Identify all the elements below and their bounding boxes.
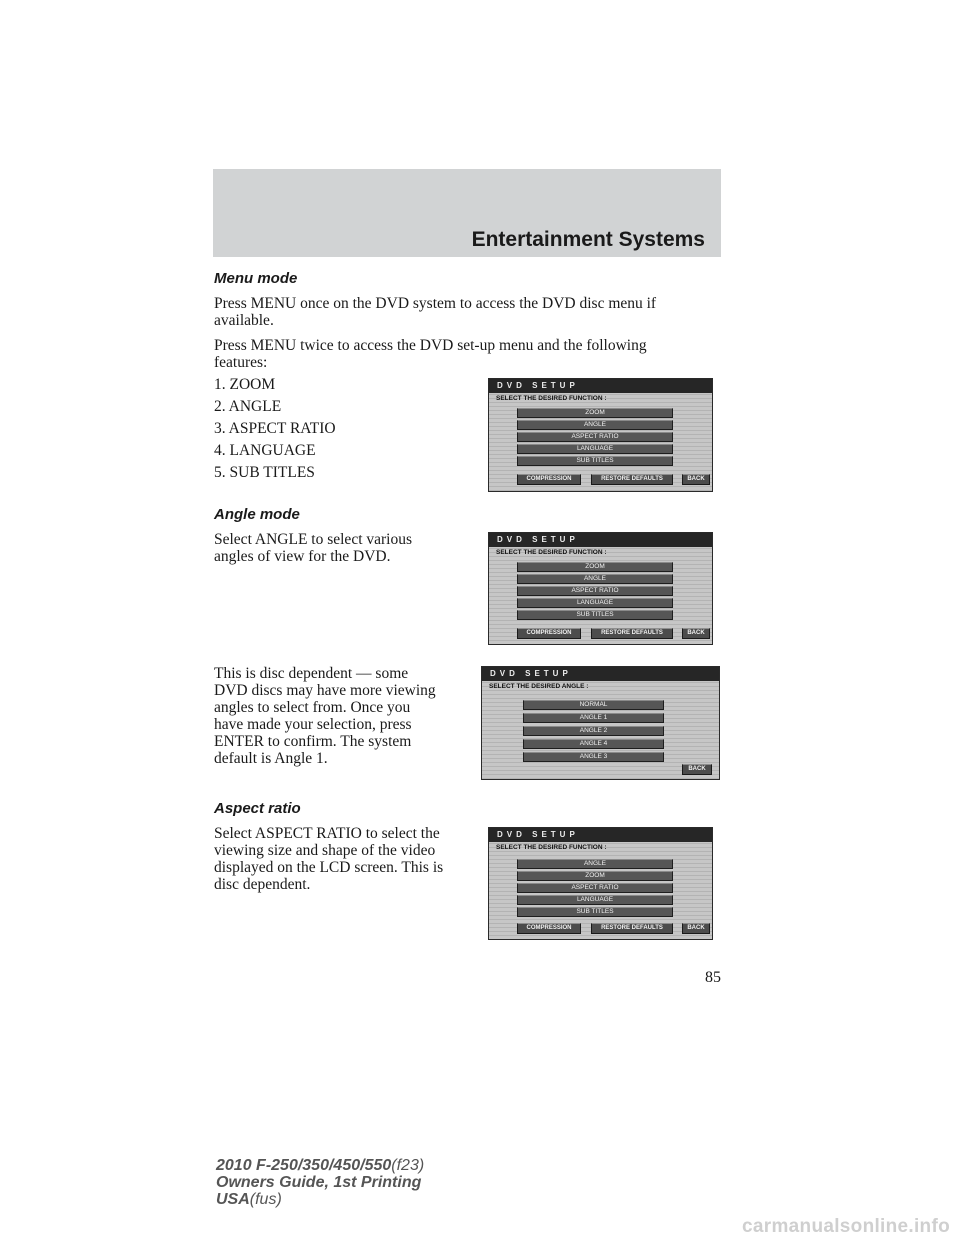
section-header-band <box>213 169 721 257</box>
screen-option-zoom[interactable]: ZOOM <box>517 408 673 418</box>
screen-option-aspect-ratio[interactable]: ASPECT RATIO <box>517 432 673 442</box>
footer-line-3 <box>216 1191 424 1208</box>
compression-button[interactable]: COMPRESSION <box>517 474 581 485</box>
menu-mode-paragraph-2: Press MENU twice to access the DVD set-up menu and the following features: <box>214 337 647 371</box>
restore-defaults-button[interactable]: RESTORE DEFAULTS <box>591 628 673 639</box>
screen-title-bar: DVD SETUP <box>489 533 712 547</box>
screen-option-subtitles[interactable]: SUB TITLES <box>517 456 673 466</box>
screen-title-bar: DVD SETUP <box>482 667 719 681</box>
angle-mode-paragraph-2: This is disc dependent — some DVD discs may have more viewing angles to select from. Once you have made your selection, press ENTER to confirm. The system default is Angle 1. <box>214 665 436 767</box>
angle-option-3[interactable]: ANGLE 3 <box>523 752 664 762</box>
screen-option-angle[interactable]: ANGLE <box>517 859 673 869</box>
screen-prompt: SELECT THE DESIRED FUNCTION : <box>496 549 607 556</box>
aspect-ratio-heading: Aspect ratio <box>214 800 301 817</box>
feature-list-item: 3. ASPECT RATIO <box>214 420 336 437</box>
site-watermark: carmanualsonline.info <box>742 1216 950 1237</box>
restore-defaults-button[interactable]: RESTORE DEFAULTS <box>591 923 673 934</box>
screen-option-aspect-ratio[interactable]: ASPECT RATIO <box>517 883 673 893</box>
angle-option-1[interactable]: ANGLE 1 <box>523 713 664 723</box>
menu-mode-heading: Menu mode <box>214 270 298 287</box>
screen-option-aspect-ratio[interactable]: ASPECT RATIO <box>517 586 673 596</box>
menu-mode-paragraph-1: Press MENU once on the DVD system to access the DVD disc menu if available. <box>214 295 657 329</box>
feature-list-item: 5. SUB TITLES <box>214 464 315 481</box>
angle-option-2[interactable]: ANGLE 2 <box>523 726 664 736</box>
screen-option-subtitles[interactable]: SUB TITLES <box>517 610 673 620</box>
screen-prompt: SELECT THE DESIRED FUNCTION : <box>496 844 607 851</box>
footer-market: USA <box>216 1191 250 1208</box>
footer-line-2: Owners Guide, 1st Printing <box>216 1174 422 1191</box>
compression-button[interactable]: COMPRESSION <box>517 923 581 934</box>
footer-model: 2010 F-250/350/450/550 <box>216 1157 392 1174</box>
screen-option-language[interactable]: LANGUAGE <box>517 444 673 454</box>
feature-list-item: 4. LANGUAGE <box>214 442 316 459</box>
screen-prompt: SELECT THE DESIRED FUNCTION : <box>496 395 607 402</box>
screen-title-bar: DVD SETUP <box>489 379 712 393</box>
footer-market-code: (fus) <box>249 1191 282 1208</box>
angle-option-normal[interactable]: NORMAL <box>523 700 664 710</box>
feature-list-item: 1. ZOOM <box>214 376 276 393</box>
angle-option-4[interactable]: ANGLE 4 <box>523 739 664 749</box>
dvd-setup-screen <box>488 532 713 645</box>
back-button[interactable]: BACK <box>682 764 712 775</box>
aspect-ratio-paragraph: Select ASPECT RATIO to select the viewing size and shape of the video displayed on the LCD screen. This is disc dependent. <box>214 825 444 893</box>
footer-line-1 <box>216 1157 424 1174</box>
compression-button[interactable]: COMPRESSION <box>517 628 581 639</box>
feature-list-item: 2. ANGLE <box>214 398 282 415</box>
screen-title-bar: DVD SETUP <box>489 828 712 842</box>
dvd-setup-screen <box>488 378 713 492</box>
screen-option-language[interactable]: LANGUAGE <box>517 598 673 608</box>
dvd-setup-screen <box>488 827 713 940</box>
screen-option-zoom[interactable]: ZOOM <box>517 562 673 572</box>
screen-prompt: SELECT THE DESIRED ANGLE : <box>489 683 589 690</box>
screen-option-language[interactable]: LANGUAGE <box>517 895 673 905</box>
back-button[interactable]: BACK <box>682 474 710 485</box>
screen-option-angle[interactable]: ANGLE <box>517 574 673 584</box>
screen-option-zoom[interactable]: ZOOM <box>517 871 673 881</box>
back-button[interactable]: BACK <box>682 628 710 639</box>
document-footer <box>216 1157 424 1208</box>
back-button[interactable]: BACK <box>682 923 710 934</box>
restore-defaults-button[interactable]: RESTORE DEFAULTS <box>591 474 673 485</box>
page-number: 85 <box>705 969 721 986</box>
screen-option-subtitles[interactable]: SUB TITLES <box>517 907 673 917</box>
angle-select-screen <box>481 666 720 780</box>
section-header-title: Entertainment Systems <box>471 228 705 251</box>
angle-mode-heading: Angle mode <box>214 506 300 523</box>
angle-mode-paragraph-1: Select ANGLE to select various angles of view for the DVD. <box>214 531 413 565</box>
screen-option-angle[interactable]: ANGLE <box>517 420 673 430</box>
footer-model-code: (f23) <box>391 1157 425 1174</box>
